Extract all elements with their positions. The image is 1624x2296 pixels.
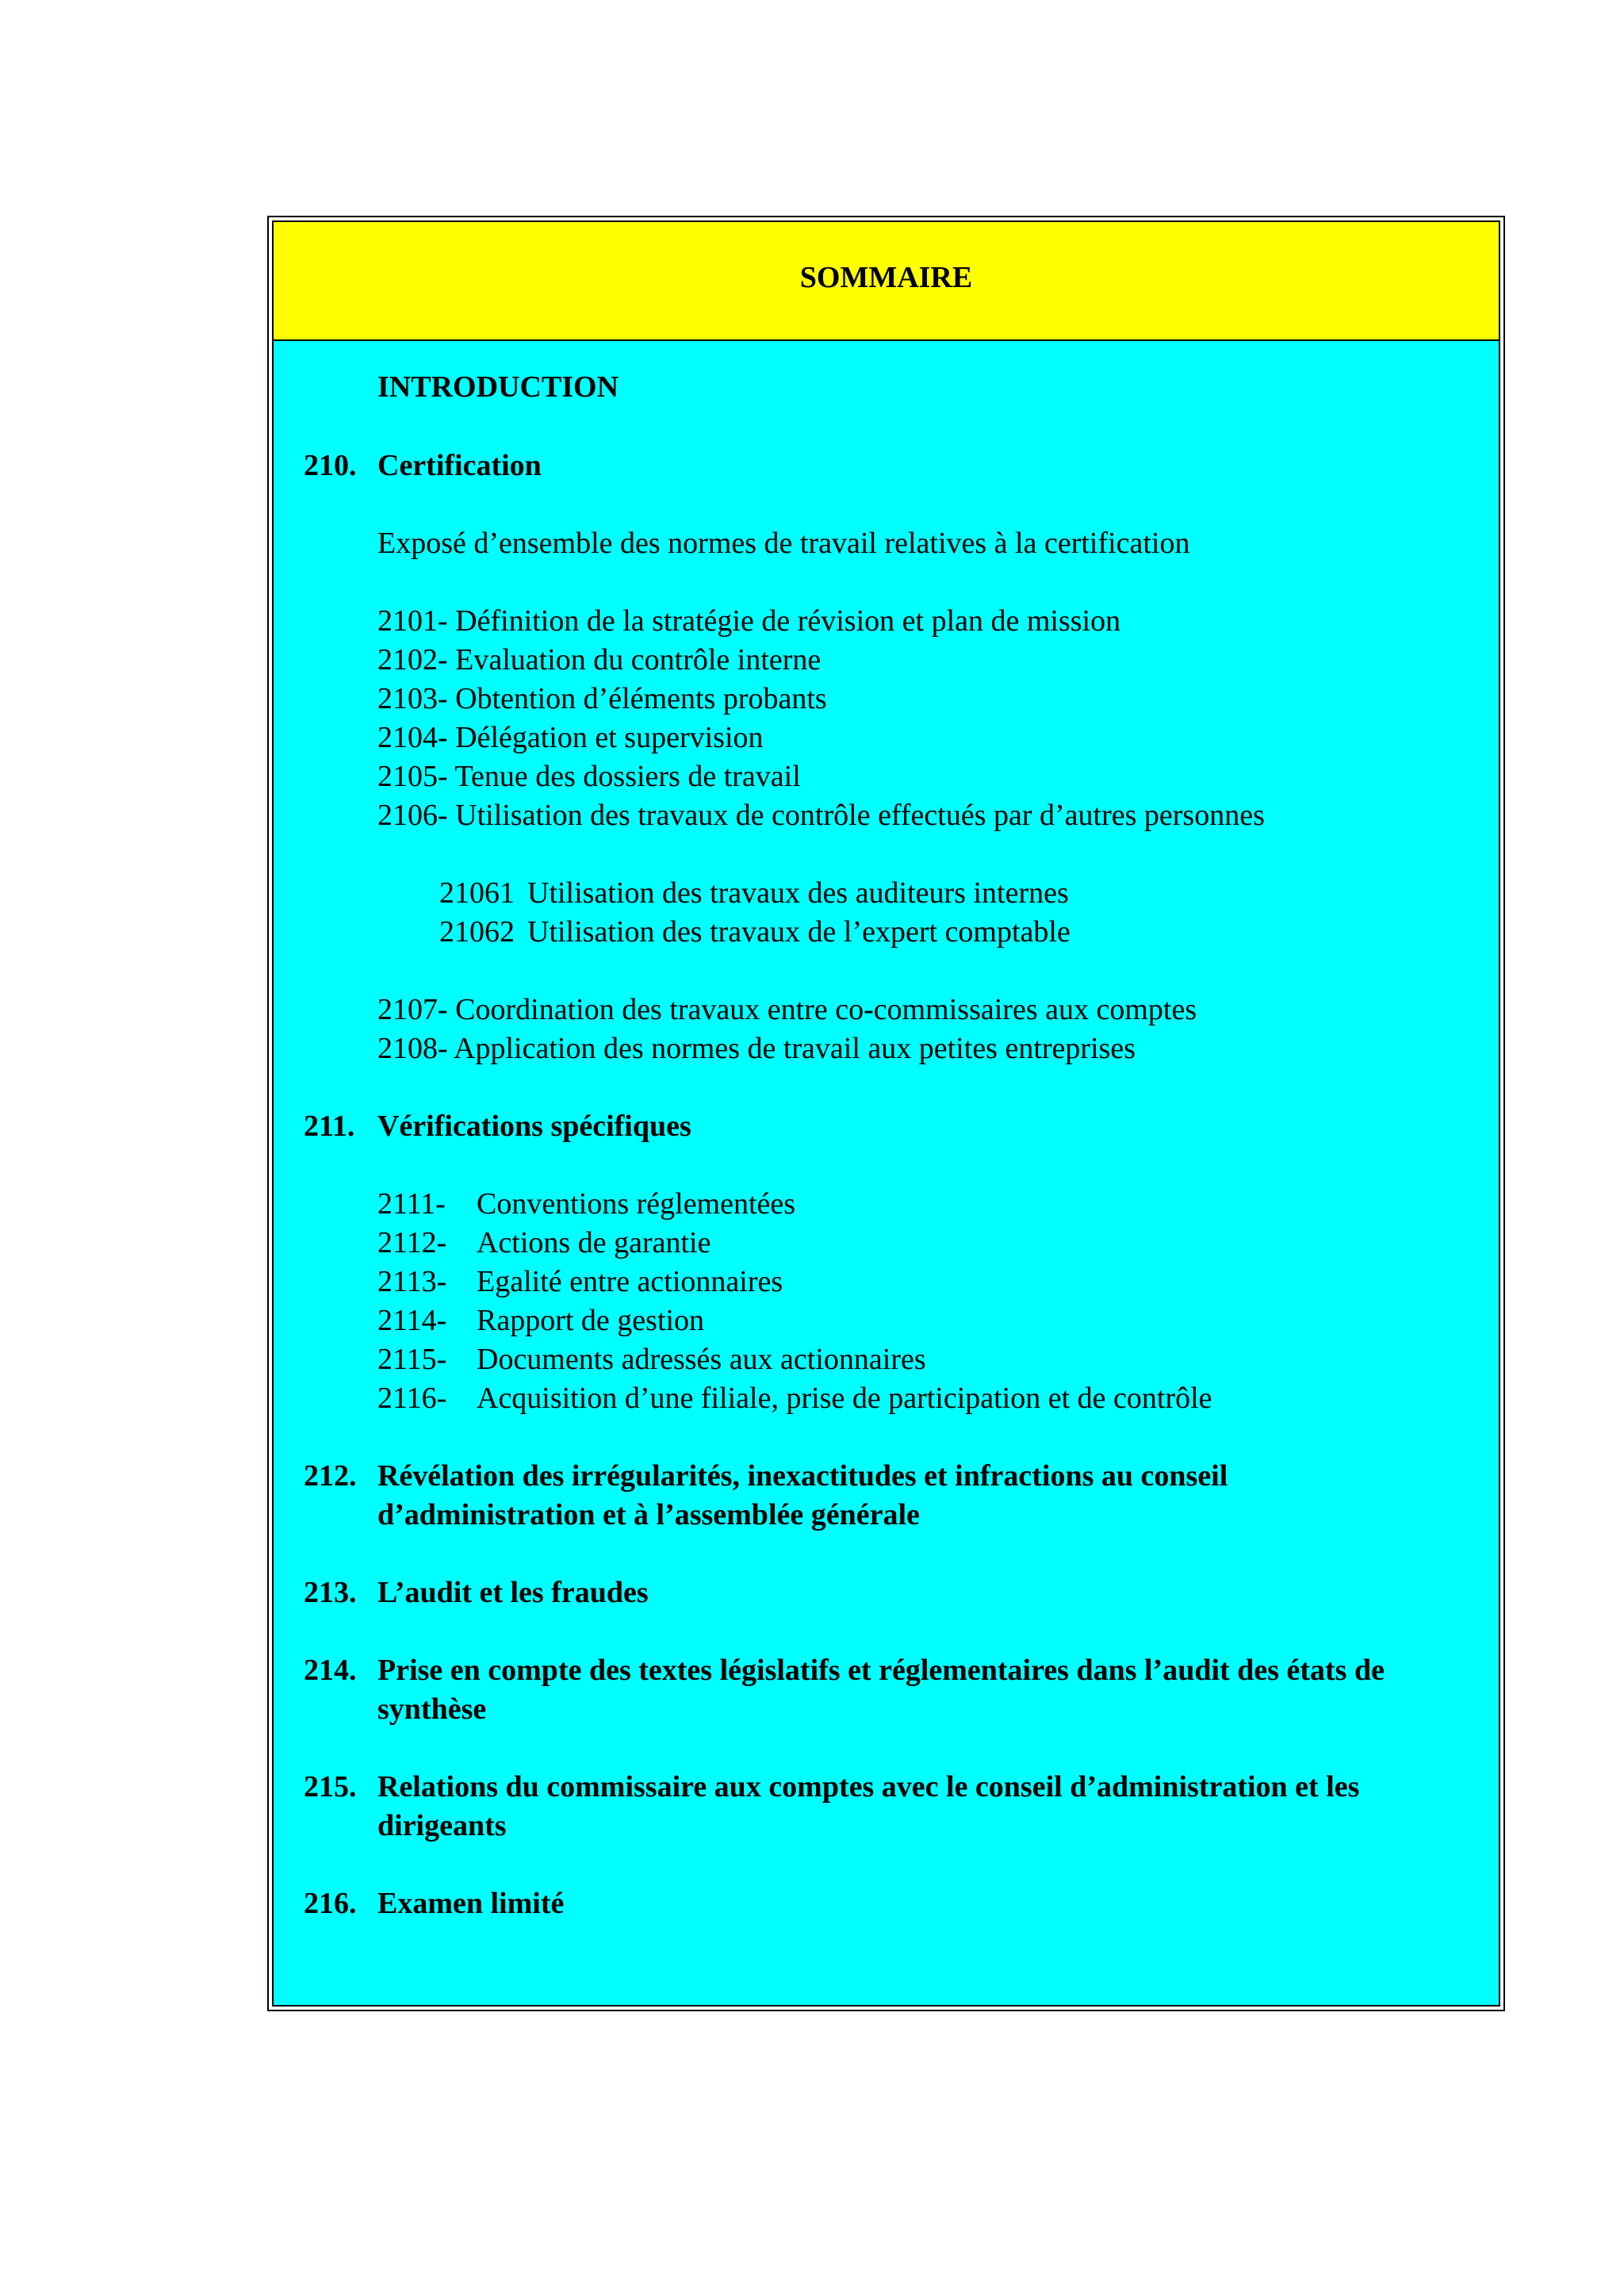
item-label: Actions de garantie (477, 1226, 711, 1259)
subitem-code: 21061 (439, 876, 515, 910)
section-216-title: Examen limité (377, 1887, 565, 1920)
section-210-number: 210. (304, 449, 357, 482)
subitem-code: 21062 (439, 915, 515, 949)
sommaire-header (274, 222, 1499, 341)
list-item: 2106- Utilisation des travaux de contrôle effectués par d’autres personnes (377, 799, 1265, 832)
list-item: 2101- Définition de la stratégie de révision et plan de mission (377, 604, 1121, 638)
list-item: 2107- Coordination des travaux entre co-commissaires aux comptes (377, 993, 1197, 1026)
subitem-label: Utilisation des travaux des auditeurs internes (527, 876, 1069, 910)
section-213-number: 213. (304, 1576, 357, 1609)
item-label: Acquisition d’une filiale, prise de participation et de contrôle (477, 1382, 1212, 1415)
item-code: 2116- (377, 1382, 447, 1415)
item-code: 2111- (377, 1187, 446, 1221)
section-213-title: L’audit et les fraudes (377, 1576, 649, 1609)
sommaire-body (274, 341, 1499, 2005)
item-code: 2115- (377, 1343, 447, 1376)
list-item: 2104- Délégation et supervision (377, 721, 764, 754)
section-216-number: 216. (304, 1887, 357, 1920)
section-214-title-line2: synthèse (377, 1692, 487, 1726)
section-214-number: 214. (304, 1654, 357, 1687)
item-label: Conventions réglementées (477, 1187, 796, 1221)
section-215-number: 215. (304, 1770, 357, 1803)
section-215-title-line2: dirigeants (377, 1809, 507, 1842)
section-211-title: Vérifications spécifiques (377, 1110, 691, 1143)
section-212-title-line1: Révélation des irrégularités, inexactitudes et infractions au conseil (377, 1459, 1228, 1493)
item-code: 2113- (377, 1265, 447, 1298)
sommaire-frame (267, 216, 1505, 2011)
section-212-number: 212. (304, 1459, 357, 1493)
item-code: 2114- (377, 1304, 447, 1337)
list-item: 2102- Evaluation du contrôle interne (377, 643, 822, 677)
section-210-title: Certification (377, 449, 542, 482)
section-215-title-line1: Relations du commissaire aux comptes avec le conseil d’administration et les (377, 1770, 1360, 1803)
item-code: 2112- (377, 1226, 447, 1259)
sommaire-box (272, 220, 1500, 2007)
section-210-expose: Exposé d’ensemble des normes de travail relatives à la certification (377, 527, 1190, 560)
list-item: 2108- Application des normes de travail aux petites entreprises (377, 1032, 1136, 1065)
section-211-number: 211. (304, 1110, 355, 1143)
item-label: Documents adressés aux actionnaires (477, 1343, 926, 1376)
item-label: Rapport de gestion (477, 1304, 705, 1337)
section-212-title-line2: d’administration et à l’assemblée générale (377, 1498, 920, 1531)
item-label: Egalité entre actionnaires (477, 1265, 783, 1298)
section-214-title-line1: Prise en compte des textes législatifs et réglementaires dans l’audit des états de (377, 1654, 1385, 1687)
introduction-heading: INTRODUCTION (377, 370, 619, 404)
list-item: 2105- Tenue des dossiers de travail (377, 760, 801, 793)
list-item: 2103- Obtention d’éléments probants (377, 682, 827, 715)
page-title: SOMMAIRE (799, 261, 973, 294)
subitem-label: Utilisation des travaux de l’expert comptable (527, 915, 1071, 949)
